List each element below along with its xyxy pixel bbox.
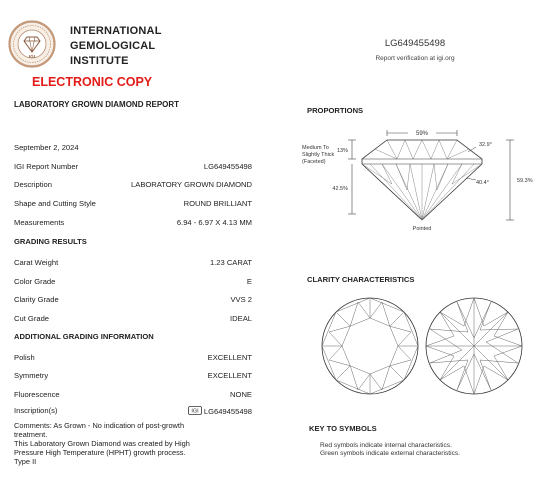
grading-results-heading: GRADING RESULTS: [14, 237, 87, 246]
pavilion-depth: 42.5%: [332, 186, 348, 192]
org-line-3: INSTITUTE: [70, 55, 129, 67]
girdle-line-3: (Faceted): [302, 159, 326, 165]
girdle-line-2: Slightly Thick: [302, 152, 335, 158]
igi-seal-logo-icon: [8, 20, 56, 68]
proportions-heading: PROPORTIONS: [307, 106, 364, 115]
additional-grading-heading: ADDITIONAL GRADING INFORMATION: [14, 332, 154, 341]
measurements-value: 6.94 - 6.97 X 4.13 MM: [176, 218, 252, 227]
report-number-row: [14, 162, 252, 174]
table-percent: 59%: [415, 131, 429, 137]
description-row: [14, 180, 252, 192]
measurements-row: [14, 218, 252, 230]
polish-label: Polish: [14, 353, 35, 362]
cut-row: [14, 314, 252, 326]
organization-name: [70, 24, 162, 69]
key-text: [320, 442, 460, 458]
symmetry-label: Symmetry: [14, 371, 49, 380]
inscription-value: LG649455498: [203, 407, 252, 416]
comments-line-2: treatment.: [14, 430, 48, 439]
comments-block: [14, 421, 264, 466]
report-date-row: [14, 143, 252, 155]
cut-label: Cut Grade: [14, 314, 50, 323]
svg-text:IGI: IGI: [28, 54, 36, 59]
svg-text:IGI: IGI: [191, 408, 199, 415]
symmetry-value: EXCELLENT: [207, 371, 252, 380]
total-depth: 59.3%: [517, 178, 533, 184]
report-number-header: LG649455498: [384, 38, 446, 49]
fluorescence-row: [14, 390, 252, 402]
key-external: Green symbols indicate external characteristics.: [320, 450, 460, 457]
polish-value: EXCELLENT: [207, 353, 252, 362]
comments-line-3: This Laboratory Grown Diamond was created by High: [14, 439, 190, 448]
comments-line-1: Comments: As Grown - No indication of post-growth: [14, 421, 185, 430]
crown-height: 13%: [336, 148, 348, 154]
color-row: [14, 277, 252, 289]
description-label: Description: [14, 180, 52, 189]
fluorescence-label: Fluorescence: [14, 390, 60, 399]
crown-view-diagram: [320, 296, 420, 396]
inscription-label: Inscription(s): [14, 406, 58, 415]
org-line-1: INTERNATIONAL: [70, 25, 162, 37]
carat-row: [14, 258, 252, 270]
shape-value: ROUND BRILLIANT: [183, 199, 252, 208]
carat-value: 1.23 CARAT: [209, 258, 252, 267]
key-internal: Red symbols indicate internal characteristics.: [320, 442, 452, 449]
fluorescence-value: NONE: [230, 390, 252, 399]
inscription-row: [14, 406, 252, 418]
report-number-value: LG649455498: [203, 162, 252, 171]
culet-label: Pointed: [412, 226, 432, 232]
comments-line-4: Pressure High Temperature (HPHT) growth process.: [14, 448, 186, 457]
description-value: LABORATORY GROWN DIAMOND: [131, 180, 252, 189]
clarity-label: Clarity Grade: [14, 295, 59, 304]
cut-value: IDEAL: [230, 314, 252, 323]
symmetry-row: [14, 371, 252, 383]
electronic-copy-label: ELECTRONIC COPY: [32, 75, 153, 89]
inscription-icon: [188, 406, 202, 415]
report-date: September 2, 2024: [14, 143, 79, 152]
shape-row: [14, 199, 252, 211]
crown-angle: 32.9°: [479, 142, 492, 148]
pavilion-angle: 40.4°: [476, 180, 489, 186]
shape-label: Shape and Cutting Style: [14, 199, 96, 208]
report-title: LABORATORY GROWN DIAMOND REPORT: [14, 100, 180, 109]
girdle-line-1: Medium To: [302, 145, 329, 151]
key-to-symbols-heading: KEY TO SYMBOLS: [309, 424, 377, 433]
verification-text: Report verification at igi.org: [375, 55, 455, 62]
color-label: Color Grade: [14, 277, 56, 286]
clarity-characteristics-heading: CLARITY CHARACTERISTICS: [307, 275, 415, 284]
carat-label: Carat Weight: [14, 258, 59, 267]
org-line-2: GEMOLOGICAL: [70, 40, 156, 52]
report-number-label: IGI Report Number: [14, 162, 79, 171]
color-value: E: [246, 277, 252, 286]
inscription-value-wrap: [188, 406, 252, 416]
clarity-row: [14, 295, 252, 307]
pavilion-view-diagram: [424, 296, 524, 396]
proportions-diagram: [300, 122, 540, 234]
measurements-label: Measurements: [14, 218, 65, 227]
polish-row: [14, 353, 252, 365]
clarity-value: VVS 2: [230, 295, 252, 304]
comments-line-5: Type II: [14, 457, 37, 466]
